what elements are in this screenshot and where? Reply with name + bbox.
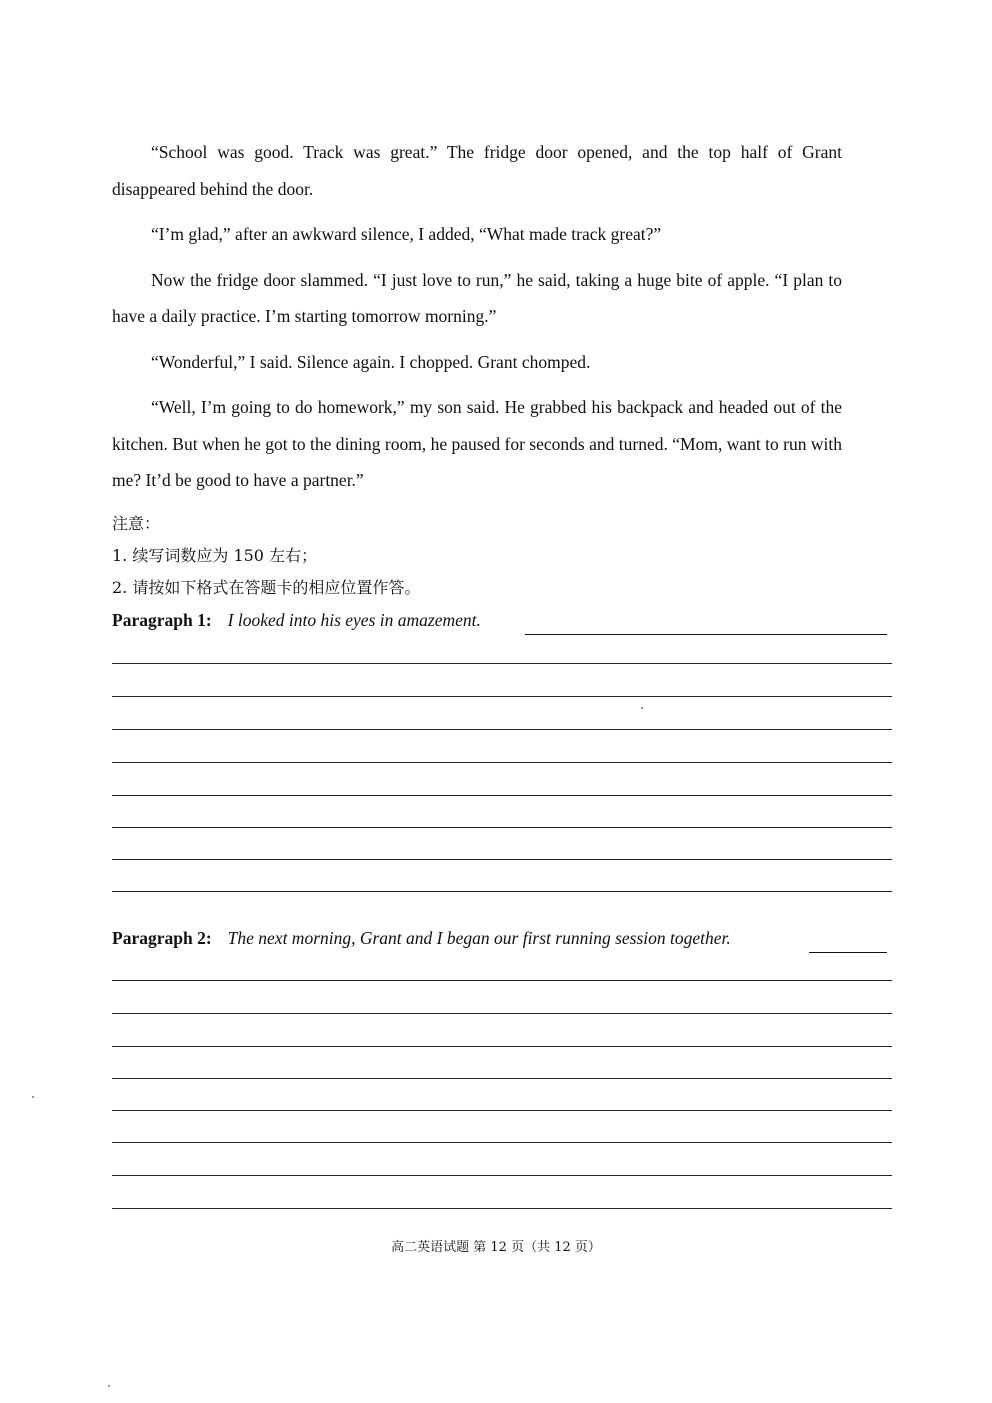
story-paragraph-2: “I’m glad,” after an awkward silence, I added, “What made track great?” xyxy=(151,224,662,244)
paragraph-2-writing-line[interactable] xyxy=(112,1142,892,1143)
paragraph-1-writing-line[interactable] xyxy=(112,696,892,697)
paragraph-2-opening-sentence: The next morning, Grant and I began our first running session together. xyxy=(227,928,731,948)
paragraph-1-writing-line[interactable] xyxy=(112,859,892,860)
paragraph-2-writing-line[interactable] xyxy=(112,1175,892,1176)
story-text xyxy=(112,134,842,508)
paragraph-2-writing-line[interactable] xyxy=(112,1078,892,1079)
paragraph-2-label: Paragraph 2: xyxy=(112,928,212,948)
story-paragraph-3: Now the fridge door slammed. “I just love to run,” he said, taking a huge bite of apple. “I plan to have a daily practice. I’m starting tomorrow morning.” xyxy=(112,269,842,326)
story-paragraph-4: “Wonderful,” I said. Silence again. I chopped. Grant chomped. xyxy=(151,351,591,372)
story-paragraph-5: “Well, I’m going to do homework,” my son said. He grabbed his backpack and headed out of the kitchen. But when he got to the dining room, he paused for seconds and turned. “Mom, want to run with me? It’d be good to have a partner.” xyxy=(112,397,842,490)
page-footer: 高二英语试题 第 12 页（共 12 页） xyxy=(391,1240,601,1255)
instruction-word-count: 1. 续写词数应为 150 左右； xyxy=(112,546,318,565)
paragraph-2-writing-line[interactable] xyxy=(112,1046,892,1047)
instructions xyxy=(112,508,842,604)
instruction-format: 2. 请按如下格式在答题卡的相应位置作答。 xyxy=(112,578,421,597)
paragraph-1-opening-sentence: I looked into his eyes in amazement. xyxy=(227,610,481,630)
scan-speck xyxy=(32,1096,34,1098)
paragraph-1-prompt xyxy=(112,610,892,636)
paragraph-2-writing-line[interactable] xyxy=(112,980,892,981)
paragraph-1-label: Paragraph 1: xyxy=(112,610,212,630)
scan-speck xyxy=(108,1385,110,1387)
paragraph-2-blank-line[interactable] xyxy=(809,952,887,953)
scan-speck xyxy=(641,707,643,709)
paragraph-1-writing-line[interactable] xyxy=(112,729,892,730)
paragraph-2-writing-line[interactable] xyxy=(112,1208,892,1209)
story-paragraph-1: “School was good. Track was great.” The fridge door opened, and the top half of Grant disappeared behind the door. xyxy=(112,142,842,199)
paragraph-2-prompt xyxy=(112,928,892,954)
paragraph-1-writing-line[interactable] xyxy=(112,827,892,828)
paragraph-2-writing-line[interactable] xyxy=(112,1110,892,1111)
paragraph-1-writing-line[interactable] xyxy=(112,663,892,664)
paragraph-1-writing-line[interactable] xyxy=(112,762,892,763)
paragraph-1-blank-line[interactable] xyxy=(525,634,887,635)
paragraph-2-writing-line[interactable] xyxy=(112,1013,892,1014)
instructions-heading: 注意： xyxy=(112,514,161,533)
paragraph-1-writing-line[interactable] xyxy=(112,795,892,796)
paragraph-1-writing-line[interactable] xyxy=(112,891,892,892)
